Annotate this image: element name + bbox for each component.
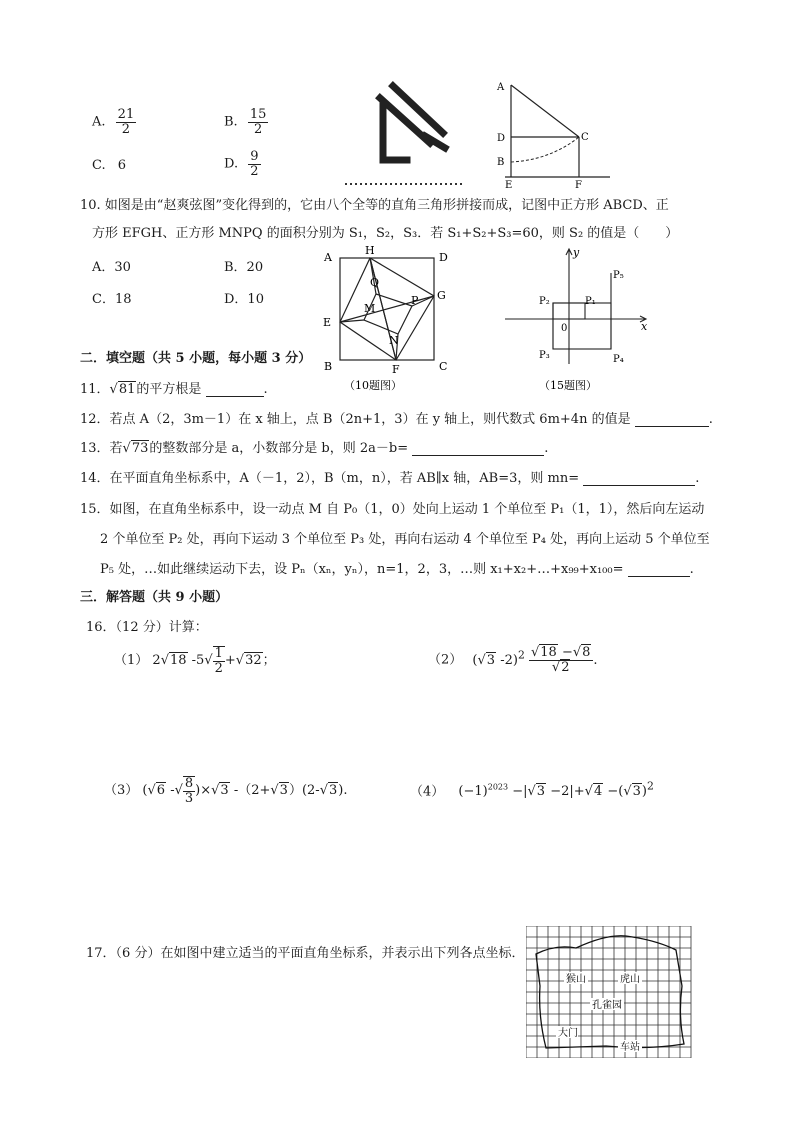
sqrt-sign: √ (122, 441, 131, 456)
q14-text: 14．在平面直角坐标系中，A（－1，2），B（m，n），若 AB∥x 轴，AB=3，则 mn= (80, 471, 580, 486)
q10-option-c: C．18 (92, 292, 132, 307)
q11 (80, 378, 268, 397)
q15-text: P₅ 处，…如此继续运动下去，设 Pₙ（xₙ，yₙ），n=1，2，3，…则 x₁+x₂+…+x₉₉+x₁₀₀= (100, 562, 624, 577)
q11-text: 的平方根是 (136, 382, 202, 397)
label-a: A (497, 82, 505, 93)
q10-line1: 10. 如图是由“赵爽弦图”变化得到的，它由八个全等的直角三角形拼接而成，记图中正方形 ABCD、正 (80, 198, 669, 213)
q13-end: . (544, 441, 549, 456)
section-solve-title: 三．解答题（共 9 小题） (80, 590, 229, 605)
axis-x-label: x (641, 320, 648, 333)
section-fill-in-title: 二．填空题（共 5 小题，每小题 3 分） (80, 351, 312, 366)
q12 (80, 408, 713, 427)
numerator: 15 (249, 107, 267, 122)
label-b: B (324, 360, 333, 373)
option-label: B. (224, 114, 238, 130)
q9-option-a (92, 108, 136, 136)
label-p4: P₄ (613, 354, 624, 365)
option-label: D. (224, 156, 239, 172)
label-f: F (392, 363, 400, 376)
label-p1: P₁ (585, 296, 596, 307)
denominator: 2 (250, 163, 259, 179)
q16-header: 16．（12 分）计算： (86, 620, 208, 635)
expression: 2√18 -5√ $\frac{1}{2}$ +√32； (152, 646, 276, 676)
q12-end: . (708, 412, 713, 427)
q10-option-b: B．20 (224, 260, 264, 275)
label-h: H (365, 246, 375, 257)
label-p: P (411, 294, 419, 307)
q13-text: 的整数部分是 a，小数部分是 b，则 2a－b= (149, 441, 409, 456)
q15-diagram (505, 244, 655, 394)
q15-line3 (100, 558, 694, 577)
q10-option-d: D．10 (224, 292, 264, 307)
fraction (116, 108, 137, 136)
label-bus-station: 车站 (620, 1042, 640, 1053)
part-label: （4） (410, 784, 445, 800)
fraction (248, 150, 260, 178)
axis-y-label: y (573, 246, 580, 259)
q17-text: 17．（6 分）在如图中建立适当的平面直角坐标系，并表示出下列各点坐标． (86, 946, 525, 961)
label-p2: P₂ (539, 296, 550, 307)
q14-end: . (695, 471, 700, 486)
numerator: 9 (250, 149, 259, 164)
figure-caption: （15题图） (539, 379, 597, 392)
q9-diagram (495, 80, 615, 190)
sqrt-radicand: 73 (131, 441, 149, 456)
answer-blank (628, 576, 690, 577)
q17-grid-map (526, 926, 692, 1058)
label-q: Q (370, 276, 380, 289)
sqrt-sign: √ (109, 382, 118, 397)
q9-option-d (224, 150, 261, 178)
q9-option-c (92, 158, 126, 173)
origin-label: 0 (561, 323, 568, 334)
q15-line2: 2 个单位至 P₂ 处，再向下运动 3 个单位至 P₃ 处，再向右运动 4 个单位至 P₄ 处，再向上运动 5 个单位至 (100, 532, 710, 547)
q12-text: 12．若点 A（2，3m－1）在 x 轴上，点 B（2n+1，3）在 y 轴上，则代数式 6m+4n 的值是 (80, 412, 631, 427)
label-d: D (497, 133, 506, 144)
option-value: 6 (117, 158, 127, 173)
answer-blank (583, 485, 695, 486)
part-label: （1） (114, 653, 149, 669)
expression: $(-1)^{2023} -|√3 -2|+√4 -(√3)^2$ (458, 780, 654, 800)
q11-end: . (263, 382, 268, 397)
label-f: F (575, 180, 582, 190)
label-c: C (439, 360, 448, 373)
denominator: 2 (121, 121, 131, 137)
part-label: （3） (104, 783, 139, 799)
numerator: 21 (117, 107, 135, 122)
q9-option-b (224, 108, 268, 136)
sqrt-radicand: 81 (118, 382, 136, 397)
q16-part2 (428, 646, 598, 674)
answer-blank (635, 426, 709, 427)
label-monkey-hill: 猴山 (566, 974, 586, 985)
label-n: N (389, 334, 399, 347)
figure-caption: （10题图） (344, 379, 402, 392)
label-b: B (497, 157, 505, 168)
q13-prefix: 13．若 (80, 441, 123, 456)
q10-diagram (318, 246, 458, 394)
label-peacock-garden: 孔雀园 (592, 1000, 622, 1011)
part-label: （2） (428, 652, 463, 668)
q15-line1: 15．如图，在直角坐标系中，设一动点 M 自 P₀（1，0）处向上运动 1 个单位至 P₁（1，1），然后向左运动 (80, 502, 705, 517)
label-tiger-hill: 虎山 (620, 974, 640, 985)
label-main-gate: 大门 (558, 1028, 578, 1039)
label-c: C (581, 132, 589, 143)
ladder-photo (345, 78, 465, 188)
label-e: E (505, 180, 513, 190)
label-a: A (324, 251, 332, 264)
expression: (√6 -√ $\frac{8}{3}$ )×√3 -（2+√3）(2-√3). (142, 776, 348, 806)
label-p5: P₅ (613, 270, 624, 281)
q16-part1 (114, 646, 276, 675)
q16-part4 (410, 780, 654, 799)
expression: (√3 -2)$^2$ $\frac{√18 -√8}{√2}$ . (472, 645, 598, 675)
label-m: M (364, 302, 376, 315)
label-e: E (323, 316, 332, 329)
q14 (80, 467, 699, 486)
option-label: A. (92, 114, 106, 130)
label-g: G (437, 289, 446, 302)
answer-blank (206, 396, 264, 397)
answer-blank (412, 455, 544, 456)
q11-prefix: 11． (80, 382, 110, 397)
q13 (80, 437, 548, 456)
fraction (248, 108, 269, 136)
q15-end: . (689, 562, 694, 577)
label-p3: P₃ (539, 350, 550, 361)
denominator: 2 (253, 121, 263, 137)
option-label: C. (92, 158, 106, 173)
label-d: D (439, 251, 448, 264)
q16-part3 (104, 776, 347, 805)
q10-option-a: A．30 (92, 260, 131, 275)
q10-line2: 方形 EFGH、正方形 MNPQ 的面积分别为 S₁，S₂，S₃．若 S₁+S₂+S₃=60，则 S₂ 的值是（ ） (92, 226, 679, 241)
